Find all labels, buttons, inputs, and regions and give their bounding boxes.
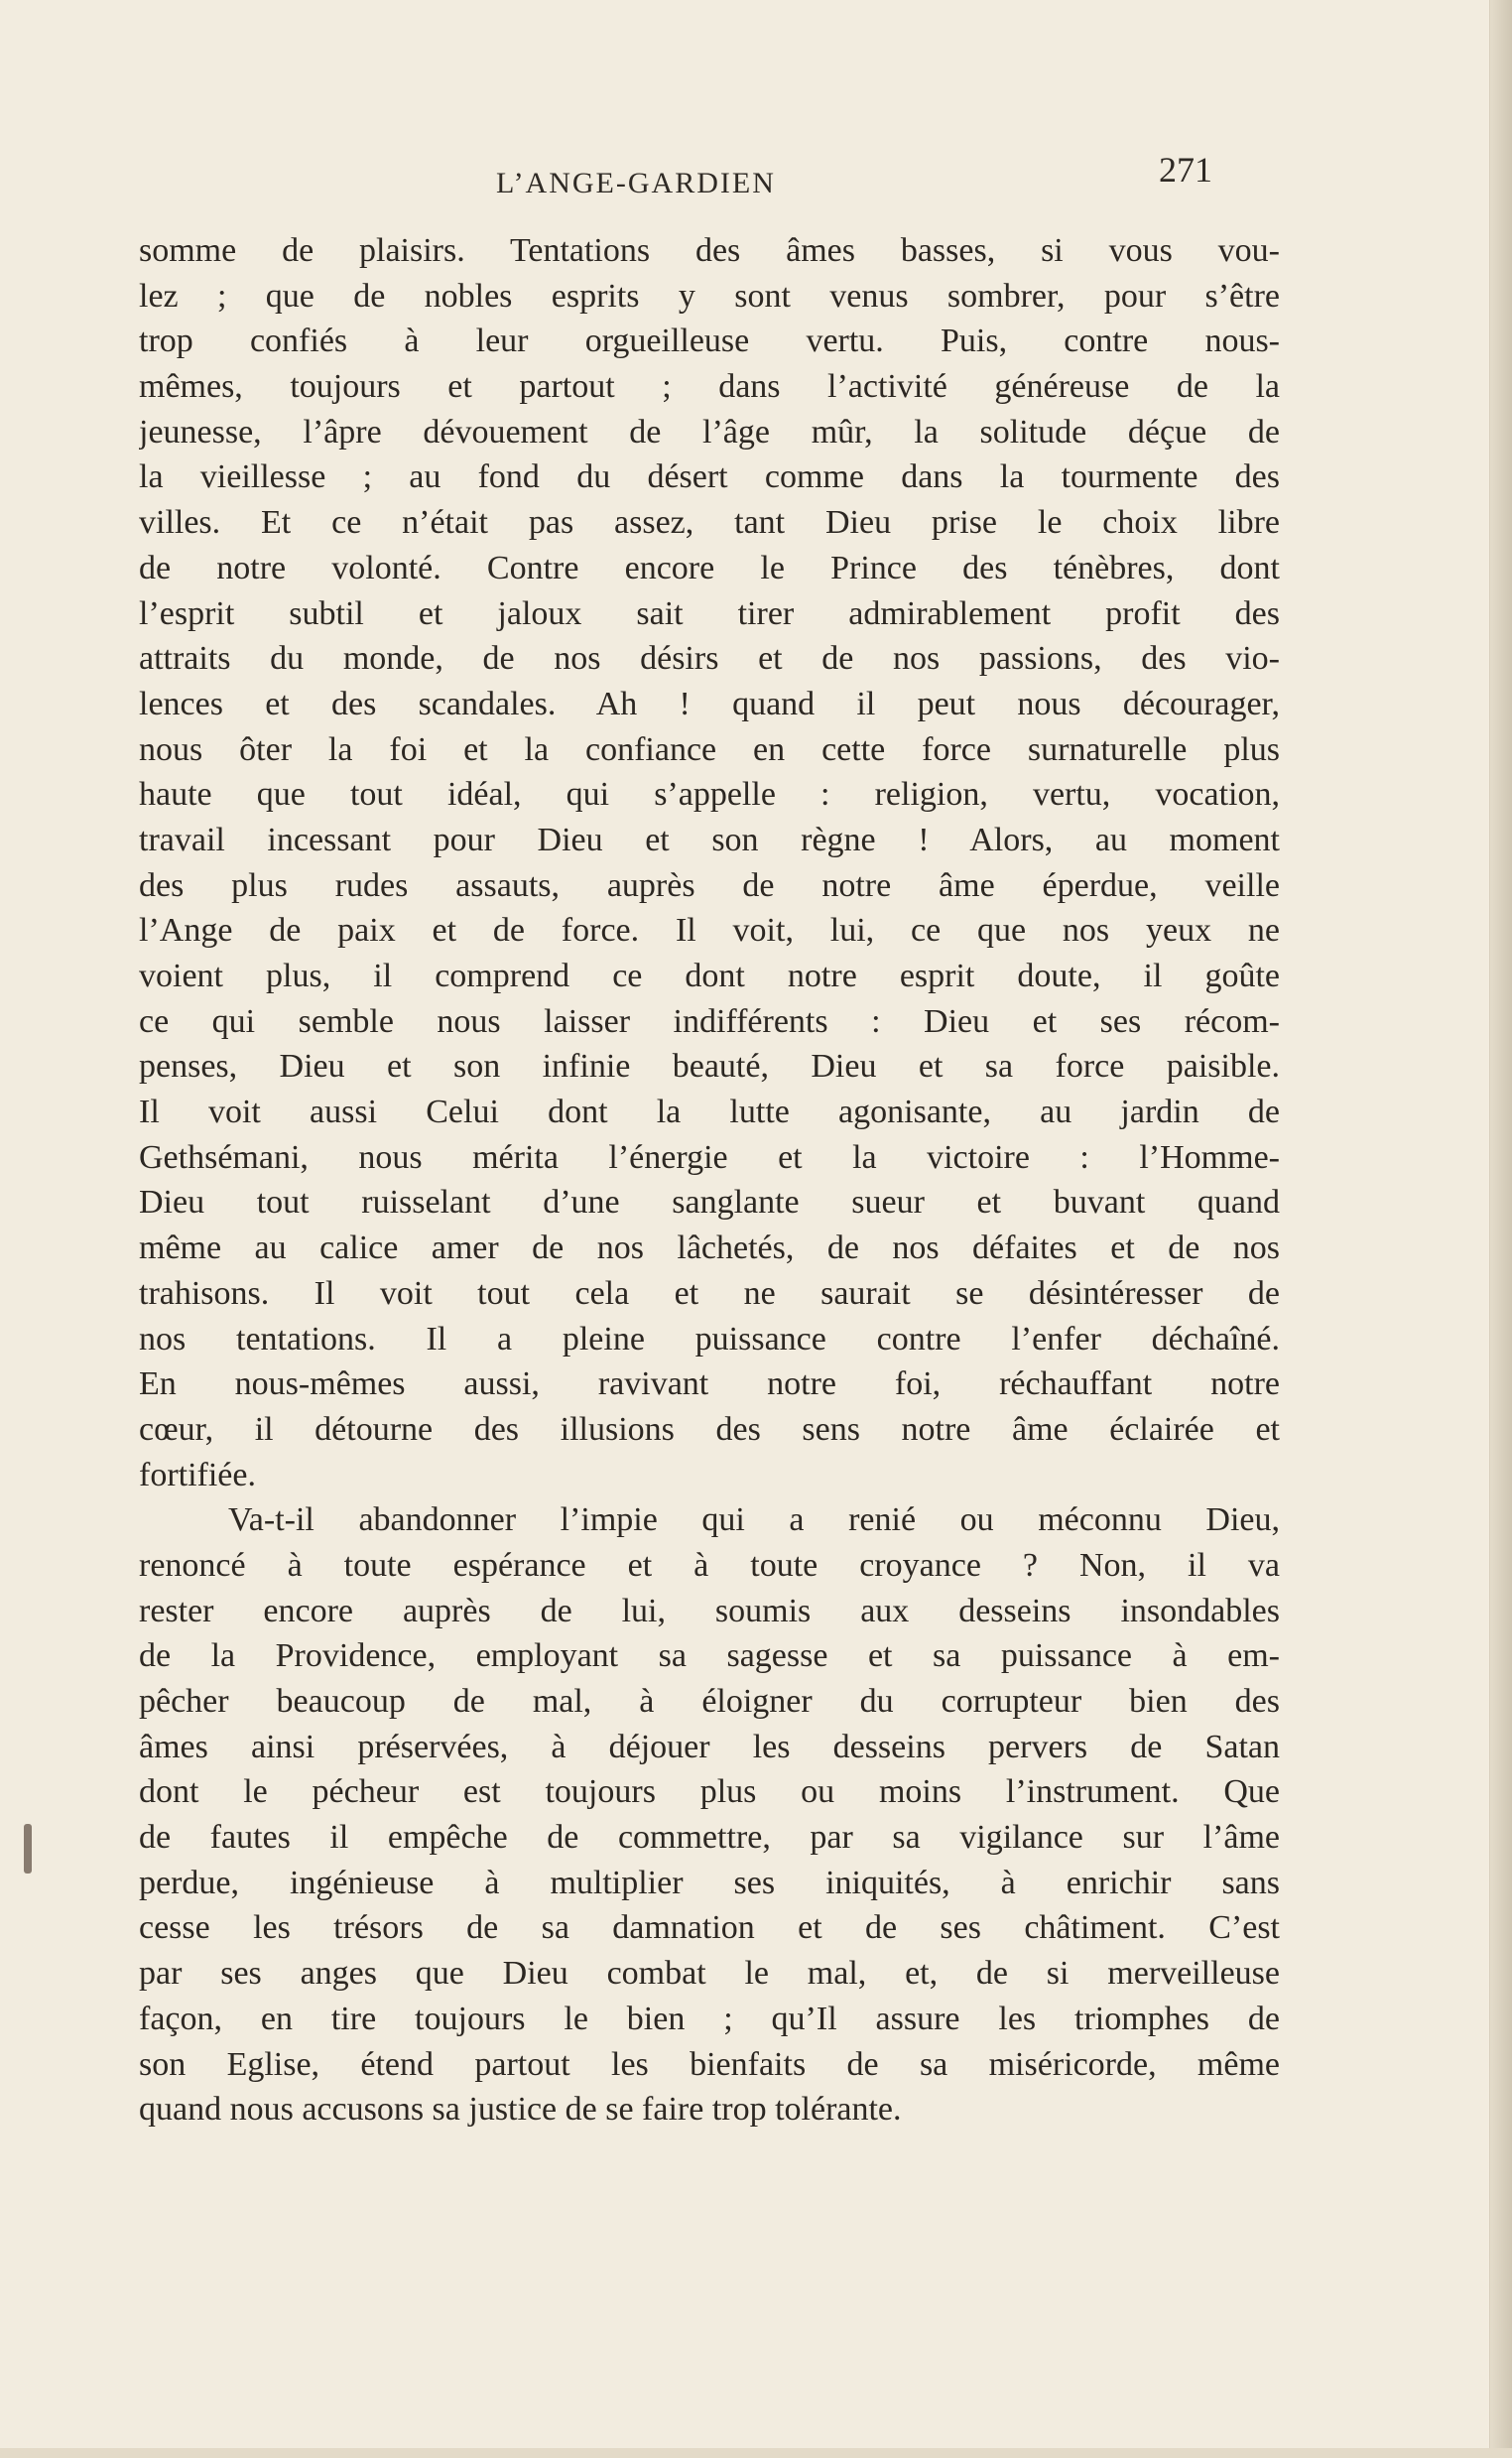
- text-line: cesse les trésors de sa damnation et de ses châtiment. C’est: [139, 1909, 1280, 1947]
- text-line: ce qui semble nous laisser indifférents : Dieu et ses récom-: [139, 1002, 1280, 1040]
- text-line: nos tentations. Il a pleine puissance contre l’enfer déchaîné.: [139, 1320, 1280, 1358]
- text-line: attraits du monde, de nos désirs et de nos passions, des vio-: [139, 640, 1280, 678]
- text-line: Va-t-il abandonner l’impie qui a renié ou méconnu Dieu,: [228, 1501, 1280, 1539]
- text-line: jeunesse, l’âpre dévouement de l’âge mûr, la solitude déçue de: [139, 413, 1280, 451]
- text-line: renoncé à toute espérance et à toute croyance ? Non, il va: [139, 1546, 1280, 1584]
- text-line: quand nous accusons sa justice de se faire trop tolérante.: [139, 2091, 902, 2129]
- text-line: nous ôter la foi et la confiance en cette force surnaturelle plus: [139, 730, 1280, 768]
- text-line: de notre volonté. Contre encore le Prince des ténèbres, dont: [139, 549, 1280, 586]
- text-line: dont le pécheur est toujours plus ou moins l’instrument. Que: [139, 1773, 1280, 1811]
- text-line: penses, Dieu et son infinie beauté, Dieu et sa force paisible.: [139, 1048, 1280, 1086]
- text-line: façon, en tire toujours le bien ; qu’Il assure les triomphes de: [139, 2000, 1280, 2037]
- text-line: Gethsémani, nous mérita l’énergie et la victoire : l’Homme-: [139, 1138, 1280, 1176]
- text-line: haute que tout idéal, qui s’appelle : religion, vertu, vocation,: [139, 776, 1280, 814]
- text-line: l’esprit subtil et jaloux sait tirer admirablement profit des: [139, 594, 1280, 632]
- text-line: cœur, il détourne des illusions des sens notre âme éclairée et: [139, 1410, 1280, 1448]
- page-bottom-edge: [0, 2448, 1512, 2458]
- text-line: de fautes il empêche de commettre, par sa vigilance sur l’âme: [139, 1819, 1280, 1857]
- page-edge: [1489, 0, 1512, 2458]
- text-line: même au calice amer de nos lâchetés, de nos défaites et de nos: [139, 1229, 1280, 1267]
- text-line: travail incessant pour Dieu et son règne ! Alors, au moment: [139, 821, 1280, 858]
- text-line: par ses anges que Dieu combat le mal, et, de si merveilleuse: [139, 1955, 1280, 1993]
- text-line: En nous-mêmes aussi, ravivant notre foi, réchauffant notre: [139, 1365, 1280, 1403]
- text-line: somme de plaisirs. Tentations des âmes basses, si vous vou-: [139, 232, 1280, 269]
- body-text: [139, 228, 1280, 2133]
- text-line: trahisons. Il voit tout cela et ne saurait se désintéresser de: [139, 1274, 1280, 1312]
- text-line: son Eglise, étend partout les bienfaits de sa miséricorde, même: [139, 2045, 1280, 2083]
- text-line: pêcher beaucoup de mal, à éloigner du corrupteur bien des: [139, 1683, 1280, 1720]
- text-line: âmes ainsi préservées, à déjouer les desseins pervers de Satan: [139, 1728, 1280, 1765]
- text-line: de la Providence, employant sa sagesse et sa puissance à em-: [139, 1637, 1280, 1675]
- text-line: villes. Et ce n’était pas assez, tant Dieu prise le choix libre: [139, 504, 1280, 542]
- margin-ink-mark: [24, 1824, 32, 1874]
- page-number: 271: [1159, 150, 1212, 190]
- text-line: mêmes, toujours et partout ; dans l’activité généreuse de la: [139, 368, 1280, 406]
- text-line: perdue, ingénieuse à multiplier ses iniquités, à enrichir sans: [139, 1864, 1280, 1901]
- text-line: rester encore auprès de lui, soumis aux desseins insondables: [139, 1592, 1280, 1629]
- text-line: la vieillesse ; au fond du désert comme dans la tourmente des: [139, 458, 1280, 496]
- text-line: l’Ange de paix et de force. Il voit, lui, ce que nos yeux ne: [139, 912, 1280, 950]
- text-line: lences et des scandales. Ah ! quand il peut nous décourager,: [139, 685, 1280, 722]
- text-line: Dieu tout ruisselant d’une sanglante sueur et buvant quand: [139, 1184, 1280, 1222]
- text-line: fortifiée.: [139, 1456, 256, 1493]
- text-line: trop confiés à leur orgueilleuse vertu. Puis, contre nous-: [139, 323, 1280, 360]
- running-head: L’ANGE-GARDIEN: [496, 167, 776, 199]
- text-line: Il voit aussi Celui dont la lutte agonisante, au jardin de: [139, 1094, 1280, 1131]
- text-line: voient plus, il comprend ce dont notre esprit doute, il goûte: [139, 958, 1280, 994]
- text-line: lez ; que de nobles esprits y sont venus sombrer, pour s’être: [139, 277, 1280, 315]
- text-line: des plus rudes assauts, auprès de notre âme éperdue, veille: [139, 866, 1280, 904]
